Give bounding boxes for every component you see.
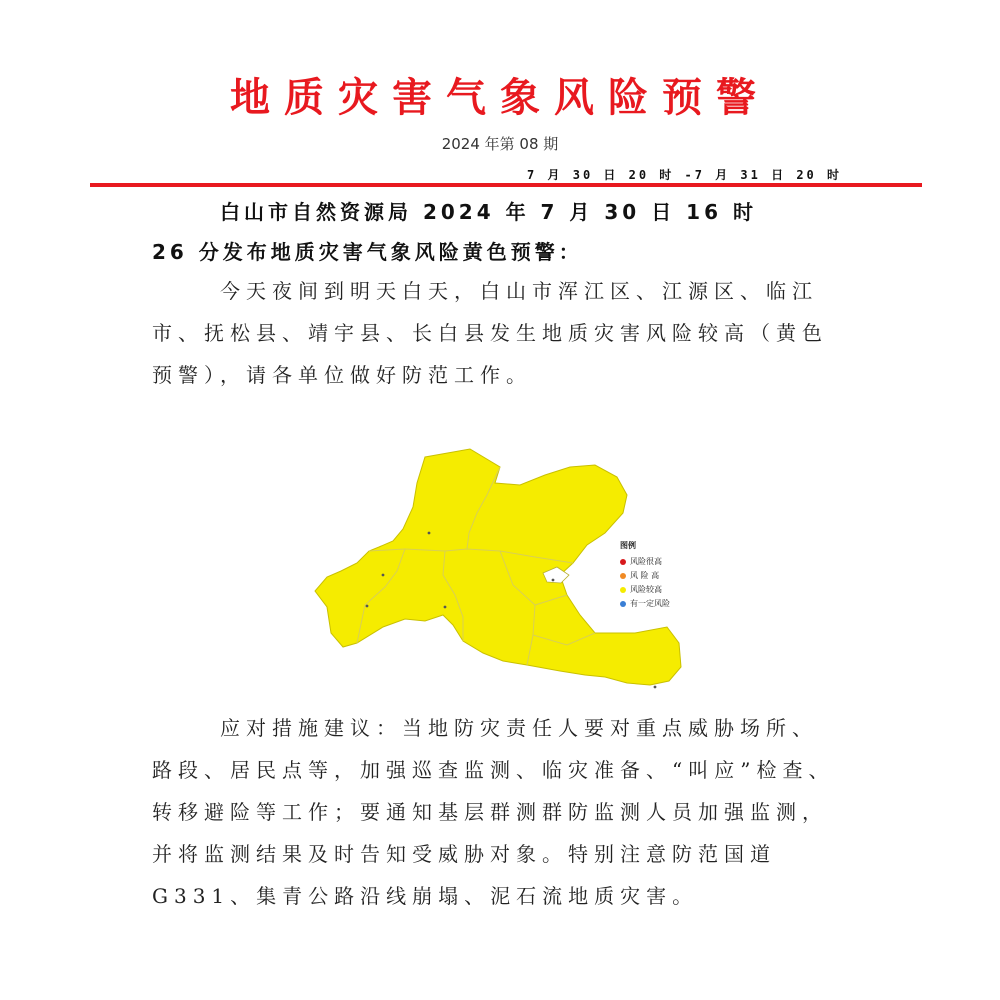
legend-item-very-high (620, 556, 670, 567)
issue-number: 2024 年第 08 期 (441, 135, 559, 153)
legend-item-high (620, 570, 670, 581)
headline-line-1: 白山市自然资源局 2024 年 7 月 30 日 16 时 (220, 200, 757, 224)
legend-title: 图例 (620, 541, 636, 550)
response-measures-paragraph: 应对措施建议：当地防灾责任人要对重点威胁场所、路段、居民点等，加强巡查监测、临灾准备、“叫应”检查、转移避险等工作；要通知基层群测群防监测人员加强监测，并将监测结果及时告知受威胁对象。特别注意防范国道 G331、集青公路沿线崩塌、泥石流地质灾害。 (152, 716, 835, 908)
headline-line-2: 26 分发布地质灾害气象风险黄色预警： (152, 240, 583, 264)
yellow-dot-icon (620, 587, 626, 593)
red-dot-icon (620, 559, 626, 565)
red-divider (90, 183, 922, 187)
blue-dot-icon (620, 601, 626, 607)
valid-period: 7 月 30 日 20 时 -7 月 31 日 20 时 (527, 168, 842, 182)
legend-label: 风 险 高 (630, 571, 660, 580)
warning-paragraph: 今天夜间到明天白天，白山市浑江区、江源区、临江市、抚松县、靖宇县、长白县发生地质灾害风险较高（黄色预警），请各单位做好防范工作。 (152, 279, 828, 387)
map-legend (620, 540, 670, 612)
legend-label: 风险很高 (630, 557, 662, 566)
legend-label: 风险较高 (630, 585, 662, 594)
legend-label: 有一定风险 (630, 599, 670, 608)
orange-dot-icon (620, 573, 626, 579)
warning-title: 地质灾害气象风险预警 (230, 75, 770, 121)
legend-item-elevated (620, 584, 670, 595)
legend-item-some (620, 598, 670, 609)
